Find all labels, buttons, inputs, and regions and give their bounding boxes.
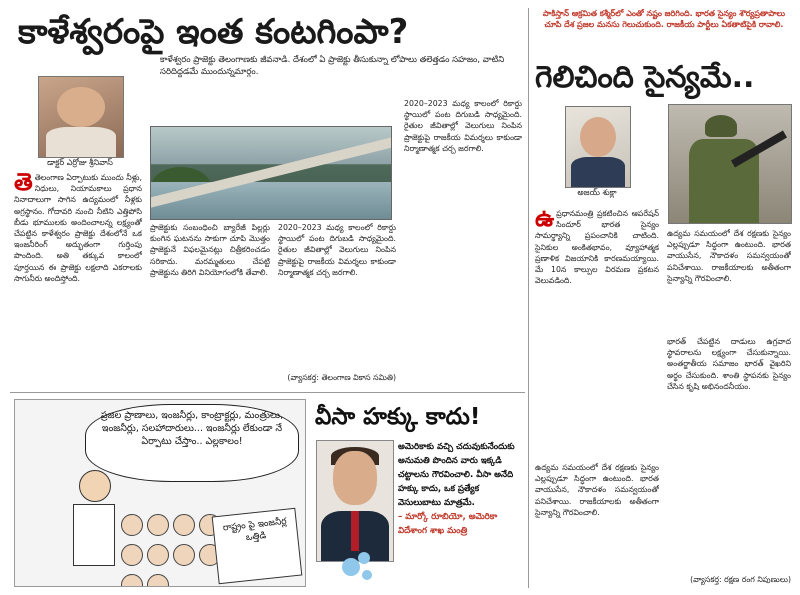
visa-quote-text: అమెరికాకు వచ్చి చదువుకునేందుకు అనుమతి పొందిన వారు ఇక్కడి చట్టాలను గౌరవించాలి. వీసా అనేది హక్కు కాదు, ఒక ప్రత్యేక వెసులుబాటు మాత్రమే. xyxy=(398,442,515,508)
cartoon-speech-bubble: ప్రజల ప్రాణాలు, ఇంజనీర్లు, కాంట్రాక్టర్లు, మంత్రులు, ఇంజనీర్లు, సలహాదారులు... ఇంజనీర్లు లేకుండా నే ఏర్పాటు చేస్తాం.. ఎల్లకాలం! xyxy=(85,404,299,482)
army-column-3: భారత్ చేపట్టిన దాడులు ఉగ్రవాద స్థావరాలను లక్ష్యంగా చేసుకున్నాయి. అంతర్జాతీయ సమాజం భారత్ వైఖరిని అర్థం చేసుకుంది. శాంతి స్థాపనకు సైన్యం చేసిన కృషి అభినందనీయం. xyxy=(667,337,791,391)
army-column-1: ఉప్రధానమంత్రి ప్రకటించిన ఆపరేషన్ సిందూర్ భారత సైన్యం సామర్థ్యాన్ని ప్రపంచానికి చాటింది. సైనికుల అంకితభావం, వ్యూహాత్మక ప్రణాళిక విజయానికి కారణమయ్యాయి. మే 10న కాల్పుల విరమణ ప్రకటన వెలువడింది. xyxy=(535,208,659,286)
article-column-2: ప్రాజెక్టుకు సంబంధించి బ్యారేజీ పిల్లర్లు కుంగిన ఘటనను సాకుగా చూపి మొత్తం ప్రాజెక్టునే విఫలమైనట్లు చిత్రీకరించడం సరికాదు. మరమ్మతులు చేపట్టి ప్రాజెక్టును తిరిగి వినియోగంలోకి తేవాలి. xyxy=(150,223,270,277)
visa-attribution: – మార్కో రూబియో, అమెరికా విదేశాంగ శాఖ మంత్రి xyxy=(398,512,498,536)
rubio-photo xyxy=(316,440,394,562)
cartoon-sign: రాష్ట్రం పై ఇంజనీర్ల ఒత్తిడి xyxy=(212,508,303,584)
army-column-2: ఉద్యమ సమయంలో దేశ రక్షణకు సైన్యం ఎల్లప్పుడూ సిద్ధంగా ఉంటుంది. భారత వాయుసేన, నౌకాదళం సమన్వయంతో పనిచేశాయి. రాజకీయాలకు అతీతంగా సైన్యాన్ని గౌరవించాలి. xyxy=(667,229,791,283)
army-intro: పాకిస్తాన్ ఆక్రమిత కశ్మీర్‌లో ఎంతో నష్టం జరిగింది. భారత సైన్యం శౌర్యప్రతాపాలు చూపి దేశ ప్రజల మనసు గెలుచుకుంది. రాజకీయ పార్టీలు ఏకతాటిపైకి రావాలి. xyxy=(542,9,786,29)
kaleshwaram-subhead: కాళేశ్వరం ప్రాజెక్టు తెలంగాణకు జీవనాడి. దేశంలో ఏ ప్రాజెక్టు తీసుకున్నా లోపాలు తలెత్తడం సహజం, వాటిని సరిదిద్దడమే ముందున్నమార్గం. xyxy=(160,55,505,77)
author-note: (వ్యాసకర్త: తెలంగాణ వికాస సమితి) xyxy=(287,373,396,382)
author-caption: డాక్టర్ ఎర్రోజు శ్రీనివాస్ xyxy=(47,158,113,167)
author-photo xyxy=(38,76,124,158)
article-column-1: తెతెలంగాణ ఏర్పాటుకు ముందు నీళ్లు, నిధులు, నియామకాలు ప్రధాన నినాదాలుగా సాగిన ఉద్యమంలో నీళ్లకు అగ్రస్థానం. గోదావరి నుంచి నీటిని ఎత్తిపోసి బీడు భూములకు అందించాలన్న లక్ష్యంతో చేపట్టిన కాళేశ్వరం ప్రాజెక్టు దేశంలోనే ఒక ఇంజనీరింగ్ అద్భుతంగా గుర్తింపు పొందింది. అతి తక్కువ కాలంలో పూర్తయిన ఈ ప్రాజెక్టు లక్షలాది ఎకరాలకు సాగునీరు అందిస్తోంది. xyxy=(14,172,142,283)
army-author-note: (వ్యాసకర్త: రక్షణ రంగ నిపుణులు) xyxy=(690,575,791,584)
kaleshwaram-headline: కాళేశ్వరంపై ఇంత కంటగింపా? xyxy=(18,12,409,52)
cartoon-speaker xyxy=(73,470,117,580)
article-column-3: 2020–2023 మధ్య కాలంలో రికార్డు స్థాయిలో పంట దిగుబడి సాధ్యమైంది. రైతుల జీవితాల్లో వెలుగులు నింపిన ప్రాజెక్టుపై రాజకీయ విమర్శలు కాకుండా నిర్మాణాత్మక చర్చ జరగాలి. xyxy=(278,223,396,277)
army-headline: గెలిచింది సైన్యమే.. xyxy=(535,60,755,95)
author-photo-right xyxy=(565,106,631,188)
political-cartoon xyxy=(14,399,306,587)
barrage-photo xyxy=(150,126,392,220)
article-column-4: 2020–2023 మధ్య కాలంలో రికార్డు స్థాయిలో పంట దిగుబడి సాధ్యమైంది. రైతుల జీవితాల్లో వెలుగులు నింపిన ప్రాజెక్టుపై రాజకీయ విమర్శలు కాకుండా నిర్మాణాత్మక చర్చ జరగాలి. xyxy=(404,99,522,153)
visa-quote xyxy=(398,440,518,538)
army-column-1-text: ప్రధానమంత్రి ప్రకటించిన ఆపరేషన్ సిందూర్ భారత సైన్యం సామర్థ్యాన్ని ప్రపంచానికి చాటింది. సైనికుల అంకితభావం, వ్యూహాత్మక ప్రణాళిక విజయానికి కారణమయ్యాయి. మే 10న కాల్పుల విరమణ ప్రకటన వెలువడింది. xyxy=(535,209,659,286)
author-caption-right: అజయ్ శుక్లా xyxy=(577,188,617,197)
column-rule xyxy=(528,8,529,588)
section-divider xyxy=(10,392,525,393)
soldier-photo xyxy=(668,104,792,224)
decorative-bubbles xyxy=(340,552,380,586)
article-column-1-text: తెలంగాణ ఏర్పాటుకు ముందు నీళ్లు, నిధులు, నియామకాలు ప్రధాన నినాదాలుగా సాగిన ఉద్యమంలో నీళ్లకు అగ్రస్థానం. గోదావరి నుంచి నీటిని ఎత్తిపోసి బీడు భూములకు అందించాలన్న లక్ష్యంతో చేపట్టిన కాళేశ్వరం ప్రాజెక్టు దేశంలోనే ఒక ఇంజనీరింగ్ అద్భుతంగా గుర్తింపు పొందింది. అతి తక్కువ కాలంలో పూర్తయిన ఈ ప్రాజెక్టు లక్షలాది ఎకరాలకు సాగునీరు అందిస్తోంది. xyxy=(14,173,142,283)
visa-headline: వీసా హక్కు కాదు! xyxy=(315,404,481,430)
right-section xyxy=(535,8,793,588)
army-column-4: ఉద్యమ సమయంలో దేశ రక్షణకు సైన్యం ఎల్లప్పుడూ సిద్ధంగా ఉంటుంది. భారత వాయుసేన, నౌకాదళం సమన్వయంతో పనిచేశాయి. రాజకీయాలకు అతీతంగా సైన్యాన్ని గౌరవించాలి. xyxy=(535,463,659,517)
